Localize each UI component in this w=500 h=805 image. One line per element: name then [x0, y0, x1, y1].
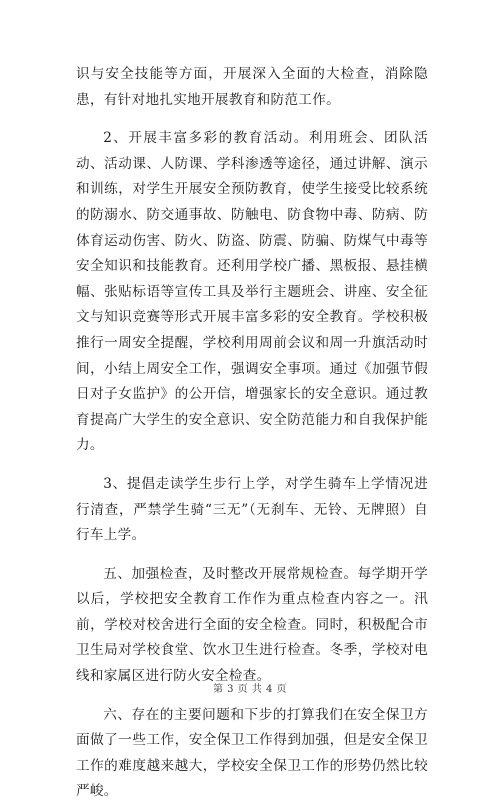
paragraph-continuation: 识与安全技能等方面，开展深入全面的大检查，消除隐患，有针对地扎实地开展教育和防范工作。	[76, 66, 428, 108]
paragraph-problems-plans: 六、存在的主要问题和下步的打算我们在安全保卫方面做了一些工作，安全保卫工作得到加强，但是安全保卫工作的难度越来越大，学校安全保卫工作的形势仍然比较严峻。	[76, 706, 428, 800]
paragraph-education-activities: 2、开展丰富多彩的教育活动。利用班会、团队活动、活动课、人防课、学科渗透等途径，通过讲解、演示和训练，对学生开展安全预防教育，使学生接受比较系统的防溺水、防交通事故、防触电、防食物中毒、防病、防体育运动伤害、防火、防盗、防震、防骗、防煤气中毒等安全知识和技能教育。还利用学校广播、黑板报、悬挂横幅、张贴标语等宣传工具及举行主题班会、讲座、安全征文与知识竞赛等形式开展丰富多彩的安全教育。学校积极推行一周安全提醒，学校利用周前会议和周一升旗活动时间，小结上周安全工作，强调安全事项。通过《加强节假日对子女监护》的公开信，增强家长的安全意识。通过教育提高广大学生的安全意识、安全防范能力和自我保护能力。	[76, 130, 428, 454]
page-number-footer: 第 3 页 共 4 页	[212, 684, 288, 695]
paragraph-inspection: 五、加强检查，及时整改开展常规检查。每学期开学以后，学校把安全教育工作作为重点检查内容之一。汛前，学校对校舍进行全面的安全检查。同时，积极配合市卫生局对学校食堂、饮水卫生进行检查。冬季，学校对电线和家属区进行防火安全检查。	[76, 565, 428, 685]
paragraph-walking-to-school: 3、提倡走读学生步行上学，对学生骑车上学情况进行清查，严禁学生骑“三无”（无刹车、无铃、无牌照）自行车上学。	[76, 475, 428, 544]
